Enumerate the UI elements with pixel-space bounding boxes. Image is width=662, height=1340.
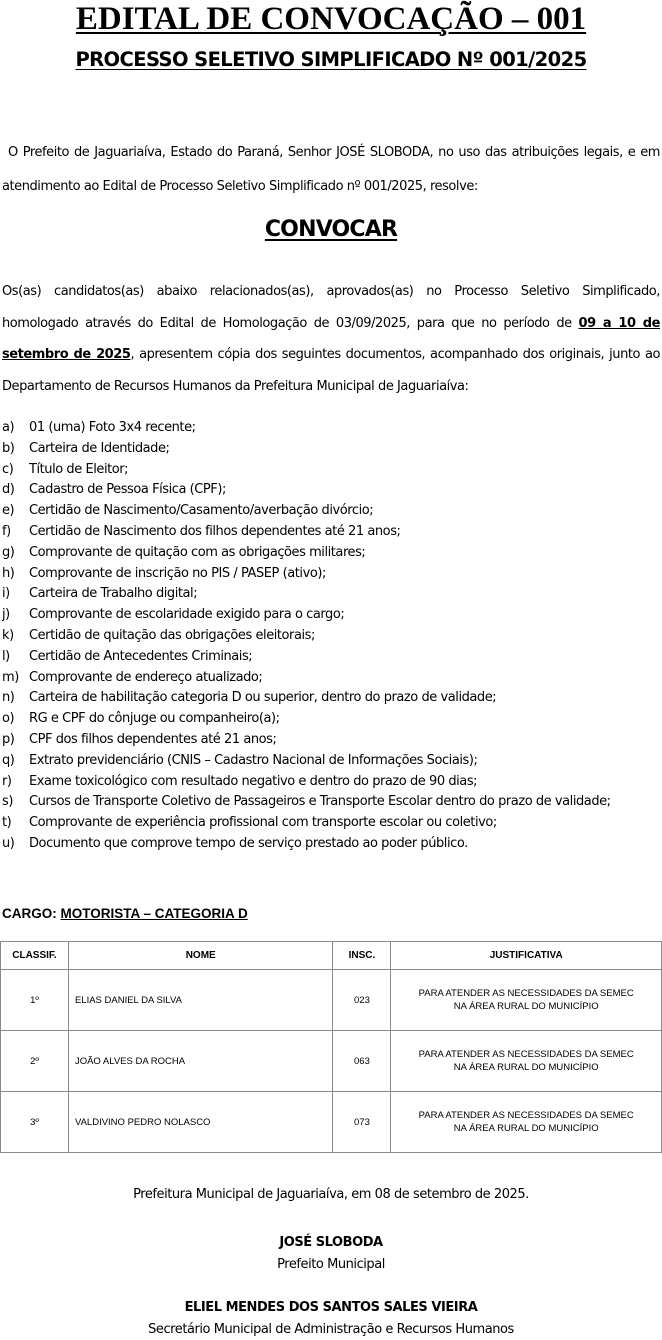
signer1-name: JOSÉ SLOBODA [279, 1235, 383, 1250]
cell-classif: 2º [1, 1031, 69, 1092]
list-item: s) Cursos de Transporte Coletivo de Passageiros e Transporte Escolar dentro do prazo de validade; [2, 794, 611, 810]
list-item: r) Exame toxicológico com resultado negativo e dentro do prazo de 90 dias; [2, 773, 478, 789]
list-item: u) Documento que comprove tempo de serviço prestado ao poder público. [2, 835, 468, 851]
list-item: p) CPF dos filhos dependentes até 21 anos; [2, 731, 277, 747]
cargo-label: CARGO: [2, 906, 61, 921]
cargo-value: MOTORISTA – CATEGORIA D [60, 906, 248, 921]
document-subtitle: PROCESSO SELETIVO SIMPLIFICADO Nº 001/2025 [75, 48, 587, 71]
table-header-row [1, 942, 662, 970]
cargo-line [2, 904, 248, 924]
signer1-role: Prefeito Municipal [277, 1257, 385, 1272]
cell-nome: JOÃO ALVES DA ROCHA [68, 1031, 333, 1092]
table-row [1, 1031, 662, 1092]
list-item: j) Comprovante de escolaridade exigido para o cargo; [2, 607, 345, 623]
list-item: c) Título de Eleitor; [2, 461, 129, 477]
list-item: a) 01 (uma) Foto 3x4 recente; [2, 420, 196, 435]
list-item: k) Certidão de quitação das obrigações eleitorais; [2, 627, 315, 643]
documents-list [2, 418, 652, 855]
header-insc: INSC. [333, 942, 391, 970]
signer2-name: ELIEL MENDES DOS SANTOS SALES VIEIRA [184, 1300, 478, 1315]
list-item: d) Cadastro de Pessoa Física (CPF); [2, 482, 226, 498]
document-title: EDITAL DE CONVOCAÇÃO – 001 [75, 1, 587, 37]
cell-insc: 023 [333, 970, 391, 1031]
list-item: m) Comprovante de endereço atualizado; [2, 669, 263, 685]
cell-justificativa: PARA ATENDER AS NECESSIDADES DA SEMEC NA ÁREA RURAL DO MUNICÍPIO [391, 1031, 662, 1092]
convocation-text-before: Os(as) candidatos(as) abaixo relacionados(as), aprovados(as) no Processo Seletivo Simplificado, homologado através do Edital de Homologação de 03/09/2025, para que no período de [2, 284, 660, 331]
list-item: o) RG e CPF do cônjuge ou companheiro(a); [2, 711, 280, 727]
cell-insc: 073 [333, 1092, 391, 1153]
place-date: Prefeitura Municipal de Jaguariaíva, em 08 de setembro de 2025. [133, 1187, 529, 1202]
cell-justificativa: PARA ATENDER AS NECESSIDADES DA SEMEC NA ÁREA RURAL DO MUNICÍPIO [391, 1092, 662, 1153]
header-nome: NOME [68, 942, 333, 970]
cell-nome: VALDIVINO PEDRO NOLASCO [68, 1092, 333, 1153]
list-item: q) Extrato previdenciário (CNIS – Cadastro Nacional de Informações Sociais); [2, 752, 478, 768]
candidates-table [0, 941, 662, 1153]
cell-nome: ELIAS DANIEL DA SILVA [68, 970, 333, 1031]
list-item: n) Carteira de habilitação categoria D ou superior, dentro do prazo de validade; [2, 690, 497, 706]
cell-classif: 1º [1, 970, 69, 1031]
intro-text: O Prefeito de Jaguariaíva, Estado do Paraná, Senhor JOSÉ SLOBODA, no uso das atribuições legais, e em atendimento ao Edital de Processo Seletivo Simplificado nº 001/2025, resolve: [2, 145, 660, 194]
table-row [1, 1092, 662, 1153]
intro-paragraph [2, 136, 660, 204]
list-item: h) Comprovante de inscrição no PIS / PASEP (ativo); [2, 565, 326, 581]
action-heading: CONVOCAR [264, 217, 398, 242]
list-item: l) Certidão de Antecedentes Criminais; [2, 648, 253, 664]
list-item: g) Comprovante de quitação com as obrigações militares; [2, 544, 366, 560]
signer2-role: Secretário Municipal de Administração e Recursos Humanos [148, 1322, 514, 1337]
list-item: e) Certidão de Nascimento/Casamento/averbação divórcio; [2, 503, 374, 519]
header-classif: CLASSIF. [1, 942, 69, 970]
list-item: b) Carteira de Identidade; [2, 440, 170, 456]
list-item: t) Comprovante de experiência profissional com transporte escolar ou coletivo; [2, 815, 497, 831]
convocation-paragraph [2, 276, 660, 402]
list-item: f) Certidão de Nascimento dos filhos dependentes até 21 anos; [2, 523, 401, 539]
cell-classif: 3º [1, 1092, 69, 1153]
convocation-text-after: , apresentem cópia dos seguintes documentos, acompanhado dos originais, junto ao Departamento de Recursos Humanos da Prefeitura Municipal de Jaguariaíva: [2, 347, 660, 394]
list-item: i) Carteira de Trabalho digital; [2, 586, 198, 602]
header-justificativa: JUSTIFICATIVA [391, 942, 662, 970]
table-row [1, 970, 662, 1031]
convocation-period: 09 a 10 de setembro de 2025 [2, 315, 660, 362]
cell-justificativa: PARA ATENDER AS NECESSIDADES DA SEMEC NA ÁREA RURAL DO MUNICÍPIO [391, 970, 662, 1031]
cell-insc: 063 [333, 1031, 391, 1092]
